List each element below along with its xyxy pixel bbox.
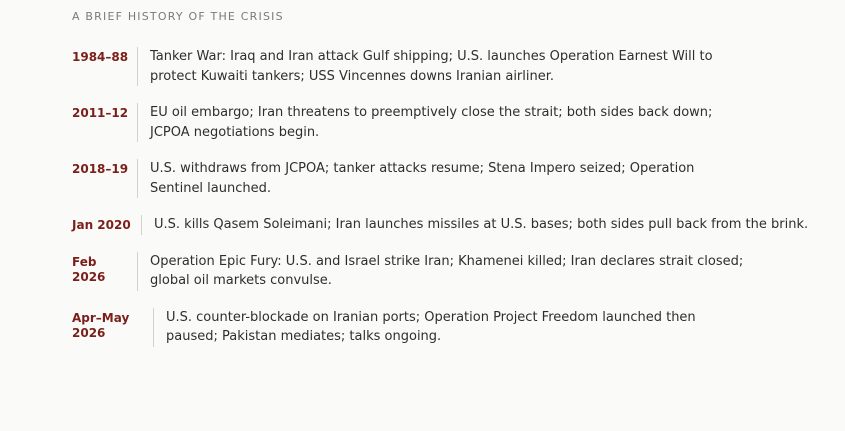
event-description: U.S. withdraws from JCPOA; tanker attacks resume; Stena Impero seized; Operation Sentinel launched.	[137, 159, 727, 198]
timeline-row	[72, 159, 845, 198]
event-description: U.S. kills Qasem Soleimani; Iran launches missiles at U.S. bases; both sides pull back from the brink.	[141, 215, 821, 235]
timeline-row	[72, 103, 845, 142]
timeline-row	[72, 47, 845, 86]
event-description: Operation Epic Fury: U.S. and Israel strike Iran; Khamenei killed; Iran declares strait closed; global oil markets convulse.	[137, 252, 747, 291]
event-description: Tanker War: Iraq and Iran attack Gulf shipping; U.S. launches Operation Earnest Will to protect Kuwaiti tankers; USS Vincennes downs Iranian airliner.	[137, 47, 727, 86]
event-date: Feb 2026	[72, 254, 106, 284]
event-date: Jan 2020	[72, 218, 131, 232]
event-date: Apr–May 2026	[72, 310, 130, 340]
timeline-row	[72, 308, 845, 347]
event-description: U.S. counter-blockade on Iranian ports; Operation Project Freedom launched then paused; Pakistan mediates; talks ongoing.	[153, 308, 718, 347]
event-date: 1984–88	[72, 50, 129, 64]
event-description: EU oil embargo; Iran threatens to preemptively close the strait; both sides back down; JCPOA negotiations begin.	[137, 103, 727, 142]
section-heading: A BRIEF HISTORY OF THE CRISIS	[72, 10, 284, 23]
event-date: 2011–12	[72, 106, 129, 120]
timeline-row	[72, 215, 845, 235]
timeline-row	[72, 252, 845, 291]
event-date: 2018–19	[72, 162, 129, 176]
timeline	[72, 47, 845, 347]
